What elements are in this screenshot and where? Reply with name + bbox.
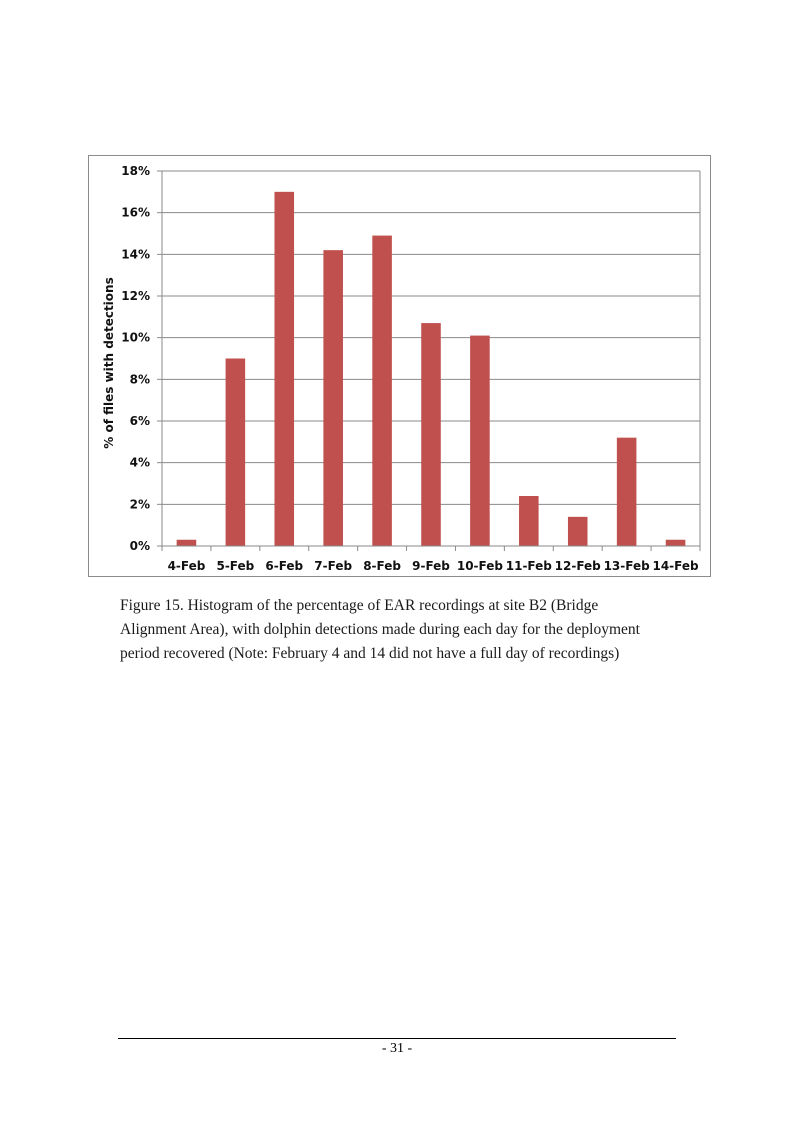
bar: [568, 517, 588, 546]
y-tick-label: 4%: [129, 455, 150, 470]
page-number: - 31 -: [381, 1041, 413, 1056]
figure-caption: [120, 594, 680, 666]
y-tick-label: 0%: [129, 539, 150, 553]
y-tick-label: 10%: [121, 330, 150, 345]
y-tick-label: 12%: [121, 289, 150, 303]
x-tick-label: 14-Feb: [652, 559, 699, 573]
bar: [274, 192, 294, 546]
x-tick-label: 8-Feb: [363, 559, 401, 573]
bar: [470, 336, 490, 546]
y-tick-label: 6%: [129, 414, 150, 428]
x-tick-label: 9-Feb: [412, 559, 450, 573]
bar: [372, 236, 392, 546]
x-tick-label: 13-Feb: [603, 559, 650, 573]
x-tick-label: 12-Feb: [554, 559, 601, 573]
caption-line-1: Figure 15. Histogram of the percentage of EAR recordings at site B2 (Bridge: [120, 597, 599, 614]
x-tick-label: 10-Feb: [456, 559, 503, 573]
y-tick-label: 16%: [121, 205, 150, 220]
bar: [177, 540, 197, 546]
x-tick-label: 7-Feb: [314, 559, 353, 573]
x-tick-label: 6-Feb: [265, 559, 304, 573]
y-tick-label: 18%: [121, 164, 150, 178]
x-tick-label: 11-Feb: [505, 559, 552, 573]
y-axis-title: % of files with detections: [102, 277, 116, 449]
bar: [519, 496, 539, 546]
caption-line-3: period recovered (Note: February 4 and 14 did not have a full day of recordings): [120, 645, 620, 662]
y-tick-label: 8%: [129, 372, 150, 387]
footer-divider: [118, 1038, 676, 1039]
x-tick-label: 5-Feb: [216, 559, 255, 573]
caption-line-2: Alignment Area), with dolphin detections made during each day for the deployment: [120, 621, 640, 638]
y-tick-label: 14%: [121, 247, 150, 262]
bar: [617, 438, 637, 546]
x-tick-label: 4-Feb: [167, 559, 206, 573]
bar: [666, 540, 686, 546]
chart-frame: [88, 155, 711, 577]
bar-chart: [89, 156, 710, 576]
bar: [226, 359, 246, 547]
bar: [323, 250, 343, 546]
y-tick-label: 2%: [129, 497, 150, 512]
bar: [421, 323, 441, 546]
